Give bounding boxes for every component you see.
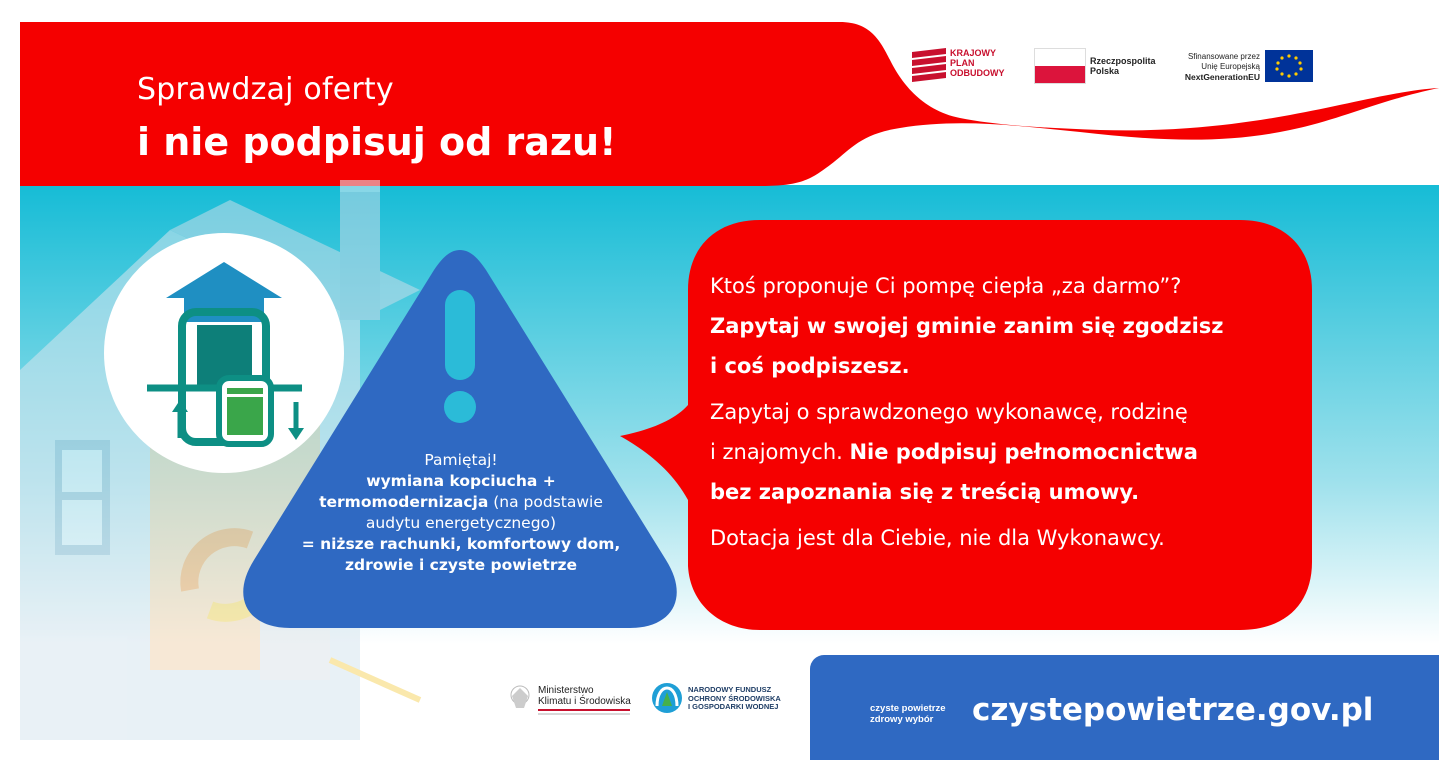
czyste-powietrze-logo-text [870, 703, 960, 725]
bubble-line: Ktoś proponuje Ci pompę ciepła „za darmo”? [710, 274, 1182, 298]
warning-plain: (na podstawie [488, 493, 603, 511]
website-link[interactable]: czystepowietrze.gov.pl [972, 692, 1374, 728]
bubble-line [710, 306, 1270, 346]
bubble-line: Dotacja jest dla Ciebie, nie dla Wykonawcy. [710, 526, 1165, 550]
warning-bold: zdrowie i czyste powietrze [345, 556, 577, 574]
eu-line: NextGenerationEU [1184, 72, 1260, 82]
nfos-logo-icon [652, 683, 682, 713]
bubble-line [710, 472, 1270, 512]
kpo-line: PLAN [950, 58, 975, 68]
bubble-line: Zapytaj o sprawdzonego wykonawcę, rodzinę [710, 400, 1188, 424]
kpo-logo-text [950, 48, 1020, 78]
nfos-logo-text [688, 686, 781, 712]
warning-line: Pamiętaj! [424, 451, 498, 469]
logo-line: czyste powietrze [870, 703, 946, 714]
warning-line [278, 555, 644, 576]
bubble-bold: Nie podpisuj pełnomocnictwa [849, 440, 1198, 464]
warning-line [278, 492, 644, 513]
header-title-line1: Sprawdzaj oferty [137, 72, 394, 107]
ministry-logo-text [538, 685, 631, 707]
bubble-bold: bez zapoznania się z treścią umowy. [710, 480, 1140, 504]
polish-flag [1034, 48, 1086, 84]
nfos-line: I GOSPODARKI WODNEJ [688, 702, 779, 711]
warning-bold: termomodernizacja [319, 493, 489, 511]
rp-line: Rzeczpospolita [1090, 56, 1156, 66]
bubble-bold: Zapytaj w swojej gminie zanim się zgodzisz [710, 314, 1224, 338]
header-title-line2: i nie podpisuj od razu! [137, 120, 617, 164]
warning-line [278, 534, 644, 555]
eu-line: Sfinansowane przez [1187, 52, 1260, 61]
eu-stars-icon [1265, 50, 1313, 82]
logo-line: zdrowy wybór [870, 714, 934, 725]
warning-line [278, 471, 644, 492]
nfos-line: NARODOWY FUNDUSZ [688, 685, 772, 694]
nfos-line: OCHRONY ŚRODOWISKA [688, 693, 781, 703]
eu-funding-text [1178, 52, 1260, 82]
bubble-plain: i znajomych. [710, 440, 850, 464]
warning-bold: wymiana kopciucha + [366, 472, 556, 490]
eu-line: Unię Europejską [1201, 62, 1260, 71]
ministry-line: Ministerstwo [538, 685, 594, 696]
bubble-line [710, 432, 1270, 472]
kpo-line: ODBUDOWY [950, 68, 1005, 78]
warning-text [278, 450, 644, 576]
warning-line: audytu energetycznego) [365, 514, 557, 532]
rp-line: Polska [1090, 66, 1120, 76]
bubble-bold: i coś podpiszesz. [710, 354, 910, 378]
kpo-line: KRAJOWY [950, 48, 997, 58]
warning-bold: = niższe rachunki, komfortowy dom, [301, 535, 621, 553]
rp-logo-text [1090, 56, 1156, 76]
speech-bubble-text [710, 266, 1270, 558]
exclamation-icon [444, 290, 476, 423]
ministry-line: Klimatu i Środowiska [538, 696, 631, 707]
bubble-line [710, 346, 1270, 386]
